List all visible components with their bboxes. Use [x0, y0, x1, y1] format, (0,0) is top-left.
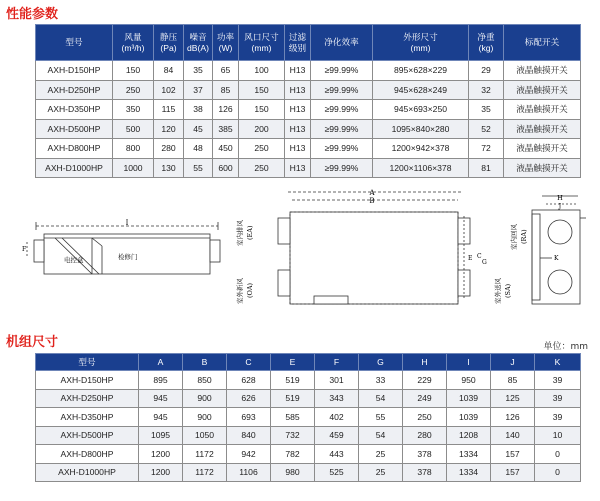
dimensions-row: [36, 408, 581, 427]
dimensions-cell: 945: [139, 389, 183, 408]
dimensions-cell: 459: [315, 426, 359, 445]
performance-cell: 1095×840×280: [373, 119, 469, 139]
performance-cell: 65: [213, 61, 239, 81]
dimensions-cell: 519: [271, 389, 315, 408]
performance-cell: H13: [285, 61, 311, 81]
performance-cell: 150: [239, 80, 285, 100]
dimensions-cell: 732: [271, 426, 315, 445]
dimensions-cell: 900: [183, 408, 227, 427]
dimensions-cell: 378: [403, 445, 447, 464]
dimensions-cell: 125: [491, 389, 535, 408]
performance-cell: 250: [113, 80, 154, 100]
performance-header-cell: 净化效率: [311, 25, 373, 61]
dim-label-h: H: [557, 194, 563, 202]
dimensions-cell: 850: [183, 371, 227, 390]
performance-cell: 150: [113, 61, 154, 81]
dimensions-header-cell: K: [535, 354, 581, 371]
performance-cell: 72: [469, 139, 504, 159]
performance-cell: AXH-D800HP: [36, 139, 113, 159]
performance-cell: 385: [213, 119, 239, 139]
performance-cell: 200: [239, 119, 285, 139]
performance-cell: 102: [154, 80, 184, 100]
dimensions-header-cell: I: [447, 354, 491, 371]
dimensions-cell: 782: [271, 445, 315, 464]
outdoor-fresh-label: 室外新风: [236, 278, 244, 304]
dimensions-cell: 626: [227, 389, 271, 408]
performance-cell: 250: [239, 139, 285, 159]
dimensions-row: [36, 371, 581, 390]
performance-cell: 600: [213, 158, 239, 178]
dimensions-cell: 229: [403, 371, 447, 390]
performance-cell: 37: [184, 80, 213, 100]
performance-cell: 120: [154, 119, 184, 139]
performance-cell: 945×628×249: [373, 80, 469, 100]
performance-cell: 350: [113, 100, 154, 120]
dimensions-header-cell: G: [359, 354, 403, 371]
dim-label-c: C: [477, 253, 482, 260]
performance-cell: 液晶触摸开关: [504, 139, 581, 159]
dimensions-cell: 1208: [447, 426, 491, 445]
dimensions-cell: 250: [403, 408, 447, 427]
dimensions-header-cell: F: [315, 354, 359, 371]
dimensions-cell: 33: [359, 371, 403, 390]
dim-label-e: E: [468, 255, 473, 262]
dimensions-table: [35, 353, 581, 482]
unit-note: 单位：mm: [543, 342, 588, 352]
dimensions-cell: 10: [535, 426, 581, 445]
dimensions-cell: 443: [315, 445, 359, 464]
performance-cell: 液晶触摸开关: [504, 119, 581, 139]
performance-row: [36, 158, 581, 178]
dim-label-i: I: [125, 219, 129, 227]
performance-cell: H13: [285, 139, 311, 159]
performance-cell: 1000: [113, 158, 154, 178]
dimensions-header-cell: H: [403, 354, 447, 371]
dimensions-cell: 55: [359, 408, 403, 427]
dimensions-cell: 1334: [447, 445, 491, 464]
performance-header-row: [36, 25, 581, 61]
dimensions-cell: 1095: [139, 426, 183, 445]
performance-cell: 38: [184, 100, 213, 120]
dimensions-cell: 840: [227, 426, 271, 445]
performance-cell: 500: [113, 119, 154, 139]
performance-cell: 945×693×250: [373, 100, 469, 120]
dimensions-cell: 1334: [447, 463, 491, 482]
performance-cell: AXH-D350HP: [36, 100, 113, 120]
performance-cell: AXH-D1000HP: [36, 158, 113, 178]
side-view-drawing: [22, 218, 232, 280]
dimensions-cell: 126: [491, 408, 535, 427]
performance-cell: ≥99.99%: [311, 61, 373, 81]
dimensions-cell: 378: [403, 463, 447, 482]
dimensions-cell: AXH-D250HP: [36, 389, 139, 408]
dimensions-cell: 895: [139, 371, 183, 390]
dimensions-cell: AXH-D150HP: [36, 371, 139, 390]
performance-cell: AXH-D500HP: [36, 119, 113, 139]
dimensions-cell: 519: [271, 371, 315, 390]
performance-header-cell: 外形尺寸 (mm): [373, 25, 469, 61]
performance-header-cell: 过滤 级别: [285, 25, 311, 61]
dimensions-cell: 945: [139, 408, 183, 427]
indoor-exhaust-label: 室内排风: [236, 220, 244, 246]
performance-cell: ≥99.99%: [311, 139, 373, 159]
dimensions-cell: 54: [359, 389, 403, 408]
dimensions-cell: 25: [359, 463, 403, 482]
performance-cell: 150: [239, 100, 285, 120]
performance-cell: H13: [285, 119, 311, 139]
dimensions-cell: 343: [315, 389, 359, 408]
performance-cell: H13: [285, 158, 311, 178]
dimensions-cell: 1050: [183, 426, 227, 445]
dimensions-cell: 249: [403, 389, 447, 408]
performance-cell: 35: [184, 61, 213, 81]
dimensions-cell: 525: [315, 463, 359, 482]
dimensions-cell: 900: [183, 389, 227, 408]
performance-cell: 130: [154, 158, 184, 178]
dimensions-cell: 980: [271, 463, 315, 482]
performance-header-cell: 风口尺寸 (mm): [239, 25, 285, 61]
dimensions-cell: 1106: [227, 463, 271, 482]
dimensions-cell: 85: [491, 371, 535, 390]
performance-cell: 126: [213, 100, 239, 120]
end-view-drawing: [480, 192, 588, 312]
performance-cell: 84: [154, 61, 184, 81]
outdoor-fresh-code: (OA): [246, 282, 254, 298]
performance-cell: 45: [184, 119, 213, 139]
performance-row: [36, 119, 581, 139]
performance-cell: 450: [213, 139, 239, 159]
dim-label-a: A: [369, 189, 375, 197]
performance-cell: 液晶触摸开关: [504, 80, 581, 100]
performance-header-cell: 净重 (kg): [469, 25, 504, 61]
performance-cell: H13: [285, 80, 311, 100]
dimensions-cell: 693: [227, 408, 271, 427]
performance-cell: 100: [239, 61, 285, 81]
performance-cell: 800: [113, 139, 154, 159]
dimensions-cell: AXH-D1000HP: [36, 463, 139, 482]
performance-cell: ≥99.99%: [311, 119, 373, 139]
performance-cell: 液晶触摸开关: [504, 61, 581, 81]
dimensions-cell: 1039: [447, 389, 491, 408]
performance-header-cell: 功率 (W): [213, 25, 239, 61]
performance-cell: 35: [469, 100, 504, 120]
dimensions-cell: 1200: [139, 445, 183, 464]
dimensions-cell: 301: [315, 371, 359, 390]
dimensions-cell: 950: [447, 371, 491, 390]
dimensions-cell: 140: [491, 426, 535, 445]
dimensions-cell: 942: [227, 445, 271, 464]
dimensions-cell: 54: [359, 426, 403, 445]
dimensions-header-cell: A: [139, 354, 183, 371]
performance-cell: 48: [184, 139, 213, 159]
performance-header-cell: 风量 (m³/h): [113, 25, 154, 61]
dimensions-cell: 39: [535, 389, 581, 408]
performance-cell: 液晶触摸开关: [504, 100, 581, 120]
dimensions-cell: 39: [535, 371, 581, 390]
access-door-label: 检修门: [118, 253, 138, 261]
dimensions-header-cell: E: [271, 354, 315, 371]
dimensions-row: [36, 426, 581, 445]
performance-cell: 1200×1106×378: [373, 158, 469, 178]
dimensions-cell: 1172: [183, 445, 227, 464]
performance-row: [36, 139, 581, 159]
electric-box-label: 电控盒: [64, 256, 84, 264]
dimensions-header-cell: B: [183, 354, 227, 371]
performance-header-cell: 噪音 dB(A): [184, 25, 213, 61]
performance-cell: 115: [154, 100, 184, 120]
performance-cell: H13: [285, 100, 311, 120]
dimensions-cell: 1172: [183, 463, 227, 482]
performance-cell: 55: [184, 158, 213, 178]
dimensions-cell: 1039: [447, 408, 491, 427]
performance-cell: 280: [154, 139, 184, 159]
dimensions-cell: 157: [491, 463, 535, 482]
performance-cell: AXH-D250HP: [36, 80, 113, 100]
performance-cell: 29: [469, 61, 504, 81]
dimensions-cell: 157: [491, 445, 535, 464]
performance-header-cell: 标配开关: [504, 25, 581, 61]
performance-cell: 895×628×229: [373, 61, 469, 81]
dim-label-k: K: [554, 255, 559, 262]
dimensions-cell: AXH-D800HP: [36, 445, 139, 464]
performance-cell: AXH-D150HP: [36, 61, 113, 81]
performance-section-title: 性能参数: [6, 7, 59, 22]
dimensions-section-title: 机组尺寸: [6, 335, 59, 350]
dimensions-row: [36, 463, 581, 482]
dim-label-j: J: [558, 203, 562, 210]
dimensions-cell: 585: [271, 408, 315, 427]
performance-row: [36, 100, 581, 120]
performance-cell: 250: [239, 158, 285, 178]
performance-cell: 液晶触摸开关: [504, 158, 581, 178]
dimensions-cell: 25: [359, 445, 403, 464]
performance-cell: ≥99.99%: [311, 158, 373, 178]
performance-header-cell: 静压 (Pa): [154, 25, 184, 61]
outdoor-supply-label: 室外送风: [494, 278, 502, 304]
dimensions-cell: 0: [535, 445, 581, 464]
performance-cell: 32: [469, 80, 504, 100]
indoor-exhaust-code: (EA): [246, 225, 254, 240]
dimensions-cell: 39: [535, 408, 581, 427]
top-view-drawing: [232, 186, 482, 314]
dimensions-header-cell: C: [227, 354, 271, 371]
dim-label-f: F: [22, 246, 27, 253]
outdoor-supply-code: (SA): [504, 283, 512, 298]
dimensions-header-row: [36, 354, 581, 371]
dimensions-header-cell: 型号: [36, 354, 139, 371]
dim-label-b: B: [369, 197, 375, 205]
dimensions-cell: 1200: [139, 463, 183, 482]
dimensions-row: [36, 389, 581, 408]
performance-header-cell: 型号: [36, 25, 113, 61]
performance-cell: 85: [213, 80, 239, 100]
indoor-return-label: 室内回风: [510, 224, 518, 250]
dimensions-cell: AXH-D350HP: [36, 408, 139, 427]
performance-row: [36, 80, 581, 100]
performance-cell: ≥99.99%: [311, 100, 373, 120]
dimensions-cell: 280: [403, 426, 447, 445]
performance-cell: ≥99.99%: [311, 80, 373, 100]
performance-row: [36, 61, 581, 81]
dimensions-cell: AXH-D500HP: [36, 426, 139, 445]
dimensions-header-cell: J: [491, 354, 535, 371]
dimensions-cell: 402: [315, 408, 359, 427]
dimensions-cell: 0: [535, 463, 581, 482]
performance-cell: 1200×942×378: [373, 139, 469, 159]
performance-table: [35, 24, 581, 178]
dim-label-g: G: [482, 259, 487, 266]
dimensions-row: [36, 445, 581, 464]
performance-cell: 81: [469, 158, 504, 178]
dimensions-cell: 628: [227, 371, 271, 390]
performance-cell: 52: [469, 119, 504, 139]
indoor-return-code: (RA): [520, 229, 528, 244]
